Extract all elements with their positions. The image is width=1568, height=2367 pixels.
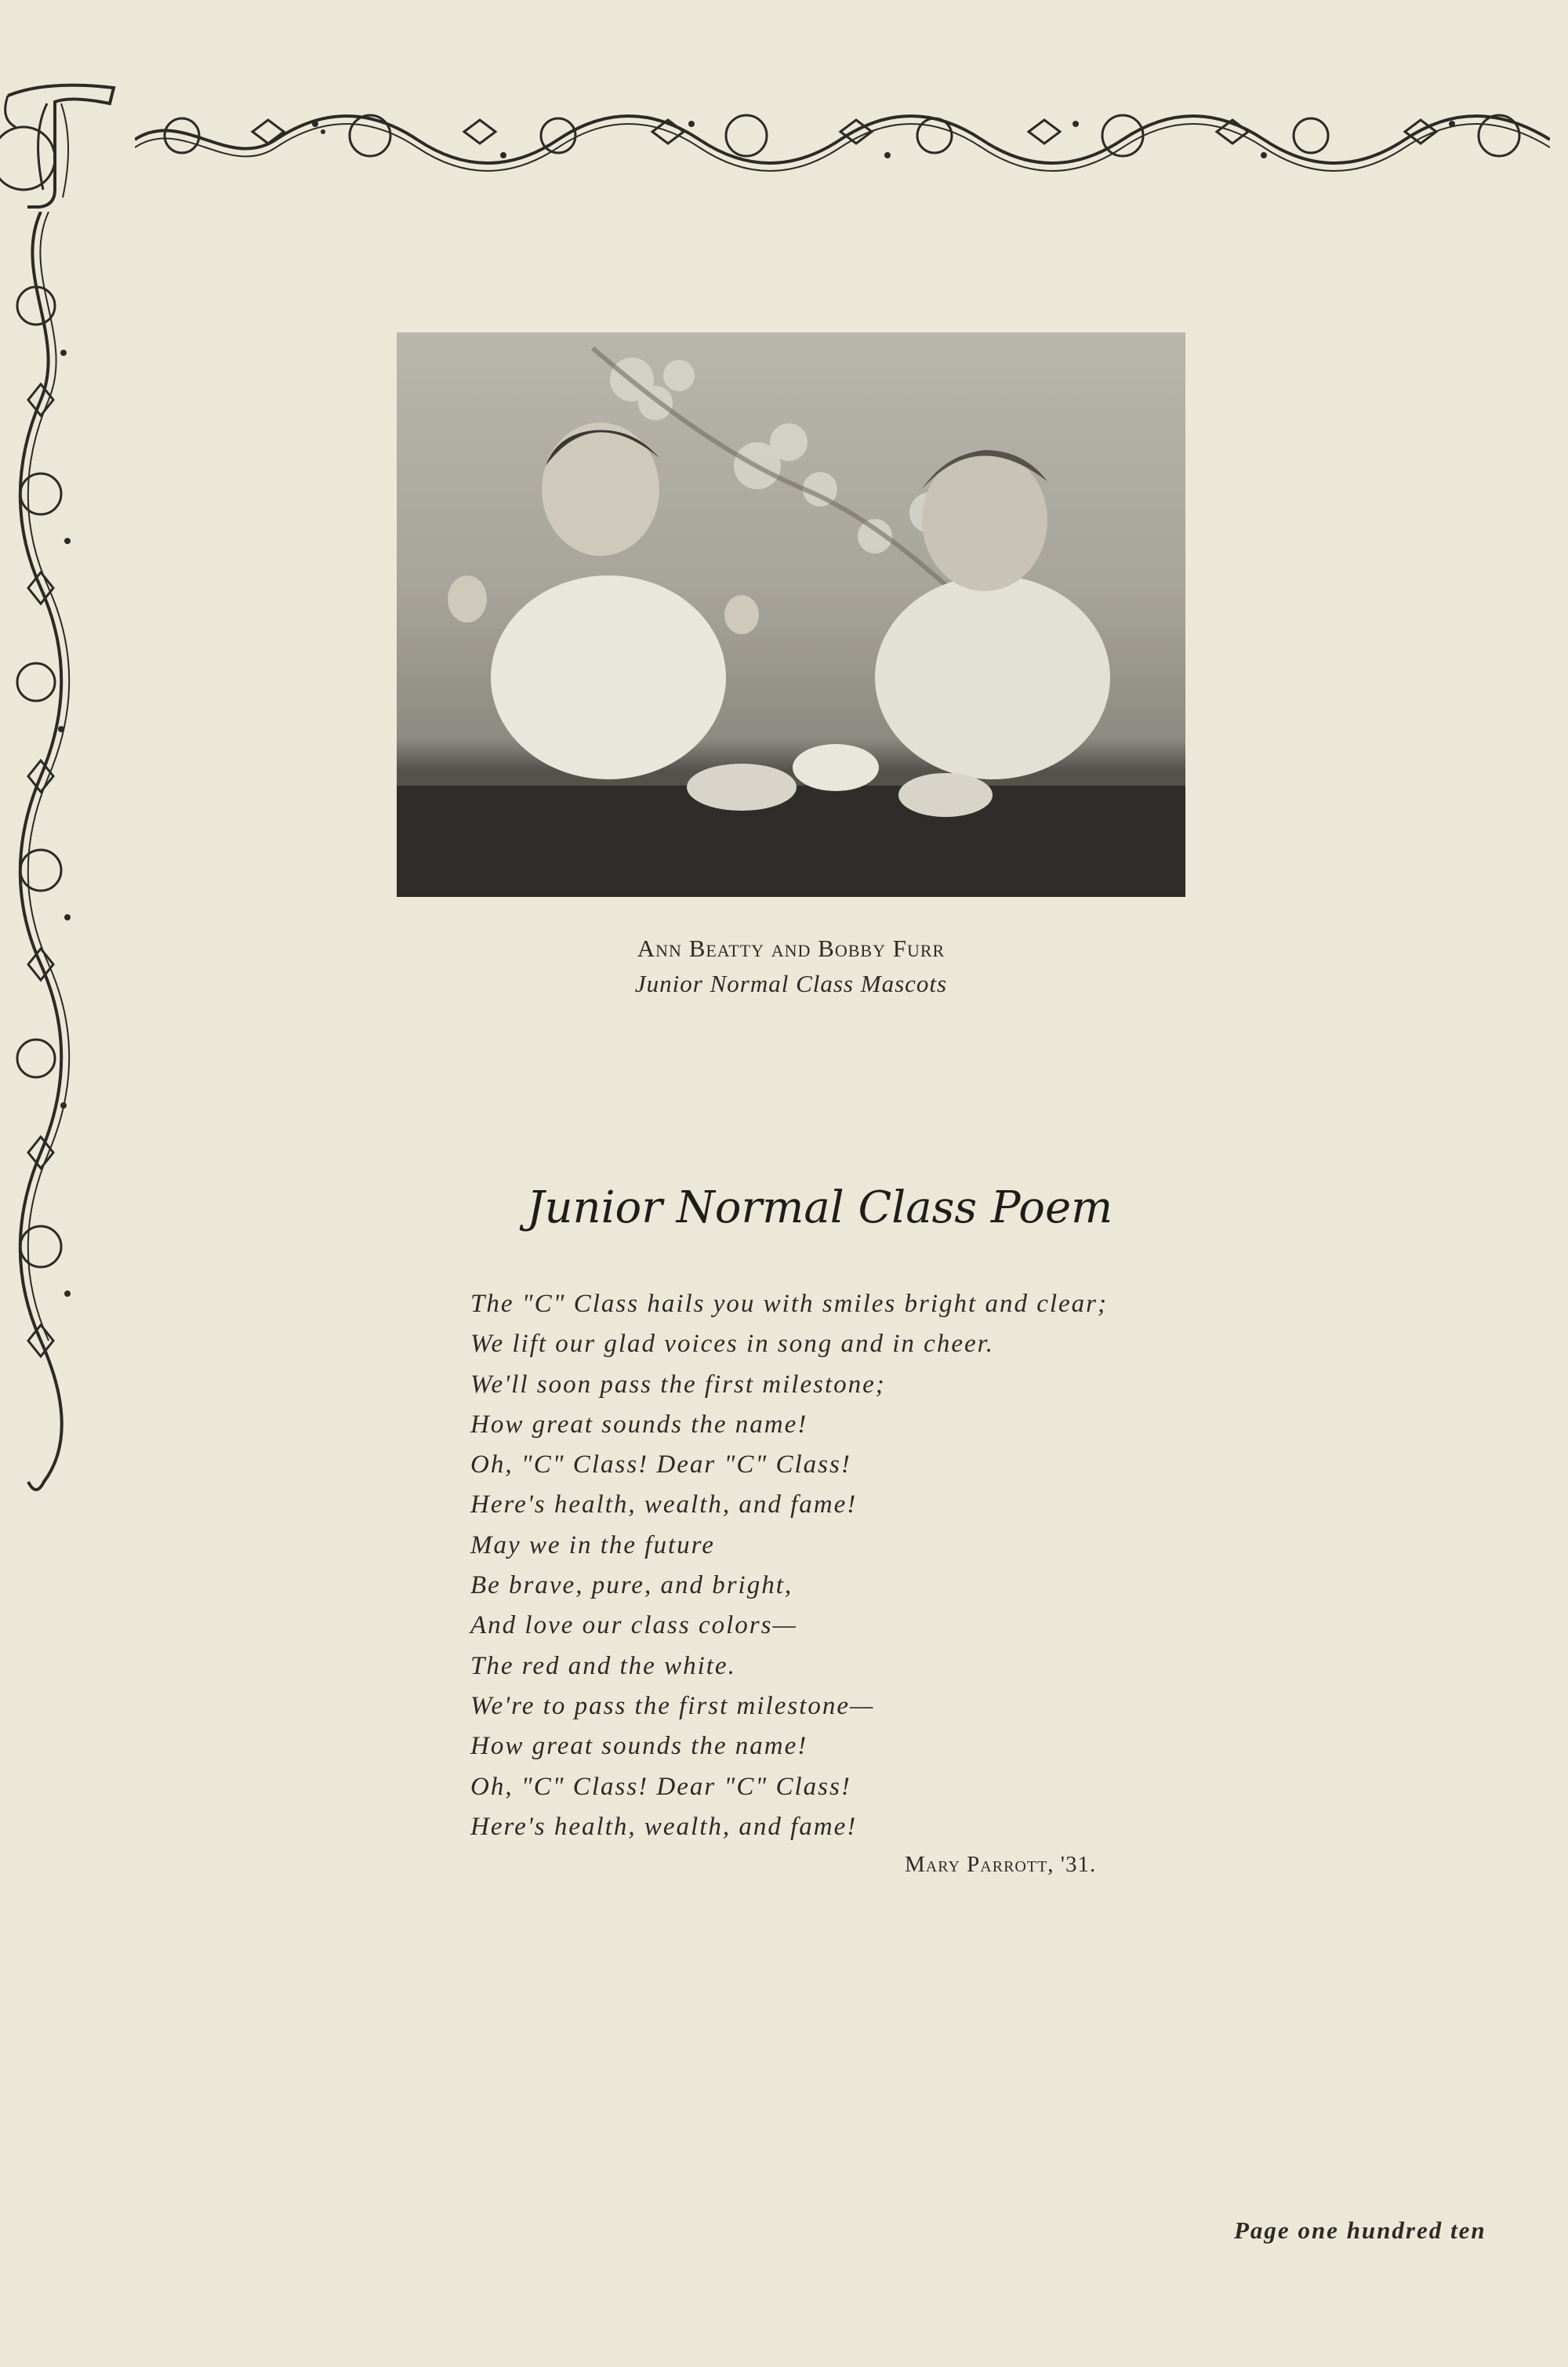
poem-line: Oh, "C" Class! Dear "C" Class! (470, 1450, 851, 1479)
photo-caption-subtitle: Junior Normal Class Mascots (634, 970, 948, 997)
poem-title: Junior Normal Class Poem (527, 1182, 1113, 1233)
poem-line: How great sounds the name! (470, 1410, 808, 1439)
poem-line: The "C" Class hails you with smiles bright and clear; (470, 1290, 1108, 1318)
poem-line: Be brave, pure, and bright, (470, 1571, 793, 1600)
top-ornamental-border (135, 100, 1550, 179)
poem-line: The red and the white. (470, 1651, 736, 1680)
poem-line: Oh, "C" Class! Dear "C" Class! (470, 1772, 851, 1801)
poem-line: How great sounds the name! (470, 1732, 808, 1761)
poem-line: We lift our glad voices in song and in cheer. (470, 1330, 995, 1359)
poem-line: We'll soon pass the first milestone; (470, 1370, 886, 1399)
left-ornamental-border (5, 212, 77, 1498)
page-number: Page one hundred ten (1234, 2216, 1486, 2244)
poem-body (470, 1284, 1254, 1847)
photo-caption-names: Ann Beatty and Bobby Furr (637, 935, 946, 962)
poem-author: Mary Parrott, '31. (905, 1852, 1097, 1877)
mascots-photograph (397, 332, 1185, 897)
poem-line: May we in the future (470, 1530, 715, 1559)
ornamental-initial-t (0, 72, 118, 213)
poem-line: We're to pass the first milestone— (470, 1691, 875, 1720)
poem-line: Here's health, wealth, and fame! (470, 1812, 858, 1841)
poem-line: Here's health, wealth, and fame! (470, 1490, 858, 1519)
poem-line: And love our class colors— (470, 1611, 797, 1640)
